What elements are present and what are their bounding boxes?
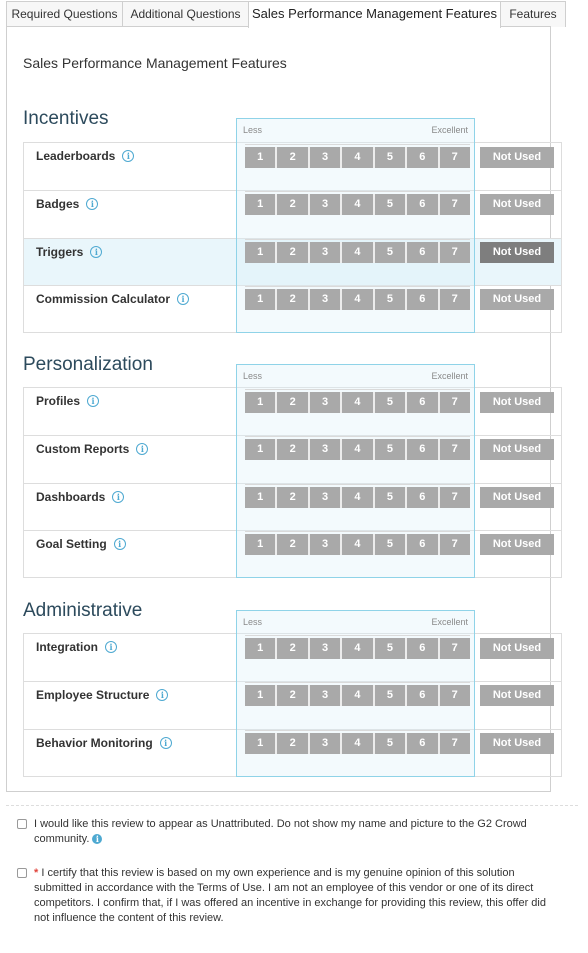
rating-button-1[interactable]: 1 xyxy=(245,242,277,263)
rating-scale-integration xyxy=(245,638,470,659)
rating-button-6[interactable]: 6 xyxy=(407,147,439,168)
rating-button-5[interactable]: 5 xyxy=(375,638,407,659)
rating-button-4[interactable]: 4 xyxy=(342,534,374,555)
rating-scale-dashboards xyxy=(245,487,470,508)
not-used-button[interactable]: Not Used xyxy=(480,242,554,263)
not-used-button[interactable]: Not Used xyxy=(480,534,554,555)
tab-features[interactable]: Features xyxy=(500,1,566,27)
rating-button-1[interactable]: 1 xyxy=(245,685,277,706)
rating-button-2[interactable]: 2 xyxy=(277,147,309,168)
scale-high-label: Excellent xyxy=(431,125,468,135)
feature-label xyxy=(36,688,168,702)
rating-button-2[interactable]: 2 xyxy=(277,242,309,263)
rating-button-6[interactable]: 6 xyxy=(407,534,439,555)
section-title: Incentives xyxy=(23,108,109,129)
rating-button-7[interactable]: 7 xyxy=(440,289,470,310)
not-used-button[interactable]: Not Used xyxy=(480,147,554,168)
info-icon[interactable]: i xyxy=(87,395,99,407)
certify-checkbox[interactable] xyxy=(17,868,27,878)
scale-high-label: Excellent xyxy=(431,371,468,381)
rating-button-1[interactable]: 1 xyxy=(245,289,277,310)
rating-button-3[interactable]: 3 xyxy=(310,242,342,263)
feature-name: Commission Calculator xyxy=(36,291,171,306)
rating-button-7[interactable]: 7 xyxy=(440,392,470,413)
scale-high-label: Excellent xyxy=(431,617,468,627)
not-used-button[interactable]: Not Used xyxy=(480,289,554,310)
rating-button-2[interactable]: 2 xyxy=(277,392,309,413)
rating-button-4[interactable]: 4 xyxy=(342,147,374,168)
rating-button-2[interactable]: 2 xyxy=(277,194,309,215)
rating-button-7[interactable]: 7 xyxy=(440,487,470,508)
rating-scale-triggers xyxy=(245,242,470,263)
scale-line xyxy=(245,286,470,287)
rating-button-7[interactable]: 7 xyxy=(440,685,470,706)
info-icon[interactable]: i xyxy=(105,641,117,653)
feature-name: Badges xyxy=(36,197,80,212)
info-icon[interactable]: i xyxy=(114,538,126,550)
section-title: Administrative xyxy=(23,600,143,621)
rating-button-3[interactable]: 3 xyxy=(310,147,342,168)
tab-bar xyxy=(6,0,579,27)
info-icon[interactable]: i xyxy=(86,198,98,210)
feature-name: Profiles xyxy=(36,394,81,408)
rating-button-3[interactable]: 3 xyxy=(310,439,342,460)
feature-name: Leaderboards xyxy=(36,149,116,163)
tab-sales-performance-management-features[interactable]: Sales Performance Management Features xyxy=(248,1,501,28)
required-asterisk: * xyxy=(34,867,39,879)
unattributed-checkbox[interactable] xyxy=(17,819,27,829)
rating-scale-commission-calculator xyxy=(245,289,470,310)
rating-scale-custom-reports xyxy=(245,439,470,460)
rating-button-5[interactable]: 5 xyxy=(375,733,407,754)
feature-label xyxy=(36,394,99,408)
rating-button-1[interactable]: 1 xyxy=(245,147,277,168)
feature-label xyxy=(36,442,148,456)
rating-button-2[interactable]: 2 xyxy=(277,487,309,508)
rating-button-5[interactable]: 5 xyxy=(375,242,407,263)
rating-scale-employee-structure xyxy=(245,685,470,706)
rating-button-7[interactable]: 7 xyxy=(440,534,470,555)
rating-scale-goal-setting xyxy=(245,534,470,555)
rating-button-2[interactable]: 2 xyxy=(277,439,309,460)
not-used-button[interactable]: Not Used xyxy=(480,439,554,460)
rating-button-5[interactable]: 5 xyxy=(375,685,407,706)
scale-line xyxy=(245,531,470,532)
feature-name: Integration xyxy=(36,640,98,654)
feature-label xyxy=(36,736,172,750)
rating-button-1[interactable]: 1 xyxy=(245,534,277,555)
rating-button-4[interactable]: 4 xyxy=(342,439,374,460)
rating-button-6[interactable]: 6 xyxy=(407,242,439,263)
tab-additional-questions[interactable]: Additional Questions xyxy=(122,1,249,27)
rating-button-7[interactable]: 7 xyxy=(440,638,470,659)
rating-button-6[interactable]: 6 xyxy=(407,638,439,659)
scale-low-label: Less xyxy=(243,125,263,135)
scale-line xyxy=(245,239,470,240)
rating-button-1[interactable]: 1 xyxy=(245,392,277,413)
feature-name: Employee Structure xyxy=(36,688,150,703)
scale-line xyxy=(245,682,470,683)
rating-button-1[interactable]: 1 xyxy=(245,194,277,215)
rating-button-3[interactable]: 3 xyxy=(310,487,342,508)
not-used-button[interactable]: Not Used xyxy=(480,194,554,215)
rating-button-5[interactable]: 5 xyxy=(375,439,407,460)
rating-button-6[interactable]: 6 xyxy=(407,289,439,310)
rating-button-4[interactable]: 4 xyxy=(342,392,374,413)
rating-button-4[interactable]: 4 xyxy=(342,685,374,706)
scale-line xyxy=(245,484,470,485)
rating-scale-behavior-monitoring xyxy=(245,733,470,754)
divider xyxy=(6,805,578,806)
feature-label xyxy=(36,292,189,306)
unattributed-text: I would like this review to appear as Unattributed. Do not show my name and picture to the G2 Crowd community. xyxy=(34,818,527,845)
rating-button-4[interactable]: 4 xyxy=(342,194,374,215)
scale-low-label: Less xyxy=(243,371,263,381)
rating-button-7[interactable]: 7 xyxy=(440,147,470,168)
rating-button-7[interactable]: 7 xyxy=(440,194,470,215)
feature-label xyxy=(36,537,126,551)
rating-button-6[interactable]: 6 xyxy=(407,439,439,460)
rating-button-7[interactable]: 7 xyxy=(440,439,470,460)
rating-button-6[interactable]: 6 xyxy=(407,685,439,706)
scale-line xyxy=(245,191,470,192)
rating-button-3[interactable]: 3 xyxy=(310,194,342,215)
info-icon[interactable]: i xyxy=(156,689,168,701)
rating-button-1[interactable]: 1 xyxy=(245,487,277,508)
rating-button-1[interactable]: 1 xyxy=(245,439,277,460)
certify-text: I certify that this review is based on my own experience and is my genuine opinion of this solution submitted in accordance with the Terms of Use. I am not an employee of this vendor or one of its direct competitors. I confirm that, if I was offered an incentive in exchange for providing this review, this offer did not influence the content of this review. xyxy=(34,867,546,924)
not-used-button[interactable]: Not Used xyxy=(480,733,554,754)
rating-button-5[interactable]: 5 xyxy=(375,194,407,215)
rating-button-3[interactable]: 3 xyxy=(310,392,342,413)
not-used-button[interactable]: Not Used xyxy=(480,638,554,659)
scale-line xyxy=(245,144,470,145)
rating-button-2[interactable]: 2 xyxy=(277,638,309,659)
feature-name: Goal Setting xyxy=(36,536,107,551)
rating-button-3[interactable]: 3 xyxy=(310,638,342,659)
info-icon[interactable]: i xyxy=(177,293,189,305)
info-icon[interactable]: i xyxy=(160,737,172,749)
rating-button-7[interactable]: 7 xyxy=(440,733,470,754)
info-icon[interactable]: i xyxy=(90,246,102,258)
panel-title: Sales Performance Management Features xyxy=(23,55,287,71)
feature-label xyxy=(36,197,98,211)
certify-label xyxy=(34,866,564,926)
rating-button-2[interactable]: 2 xyxy=(277,685,309,706)
feature-name: Triggers xyxy=(36,244,84,259)
scale-line xyxy=(245,730,470,731)
rating-button-6[interactable]: 6 xyxy=(407,392,439,413)
rating-button-5[interactable]: 5 xyxy=(375,289,407,310)
rating-button-7[interactable]: 7 xyxy=(440,242,470,263)
tab-required-questions[interactable]: Required Questions xyxy=(6,1,123,27)
rating-button-4[interactable]: 4 xyxy=(342,733,374,754)
not-used-button[interactable]: Not Used xyxy=(480,392,554,413)
rating-scale-leaderboards xyxy=(245,147,470,168)
feature-name: Dashboards xyxy=(36,489,106,504)
scale-line xyxy=(245,635,470,636)
rating-button-3[interactable]: 3 xyxy=(310,733,342,754)
rating-scale-profiles xyxy=(245,392,470,413)
not-used-button[interactable]: Not Used xyxy=(480,487,554,508)
scale-line xyxy=(245,436,470,437)
scale-line xyxy=(245,389,470,390)
info-icon[interactable]: i xyxy=(136,443,148,455)
rating-button-4[interactable]: 4 xyxy=(342,487,374,508)
rating-button-2[interactable]: 2 xyxy=(277,534,309,555)
not-used-button[interactable]: Not Used xyxy=(480,685,554,706)
feature-label xyxy=(36,149,134,163)
rating-button-5[interactable]: 5 xyxy=(375,392,407,413)
feature-name: Custom Reports xyxy=(36,442,130,457)
rating-button-4[interactable]: 4 xyxy=(342,242,374,263)
section-title: Personalization xyxy=(23,354,153,375)
rating-scale-badges xyxy=(245,194,470,215)
rating-button-4[interactable]: 4 xyxy=(342,638,374,659)
rating-button-5[interactable]: 5 xyxy=(375,534,407,555)
feature-name: Behavior Monitoring xyxy=(36,735,153,750)
scale-low-label: Less xyxy=(243,617,263,627)
rating-button-5[interactable]: 5 xyxy=(375,147,407,168)
rating-button-3[interactable]: 3 xyxy=(310,534,342,555)
rating-button-2[interactable]: 2 xyxy=(277,733,309,754)
rating-button-2[interactable]: 2 xyxy=(277,289,309,310)
rating-button-3[interactable]: 3 xyxy=(310,685,342,706)
rating-button-1[interactable]: 1 xyxy=(245,733,277,754)
info-icon[interactable]: i xyxy=(112,491,124,503)
info-icon[interactable]: i xyxy=(92,834,102,844)
feature-label xyxy=(36,640,117,654)
rating-button-6[interactable]: 6 xyxy=(407,733,439,754)
rating-button-3[interactable]: 3 xyxy=(310,289,342,310)
unattributed-label xyxy=(34,817,564,847)
rating-button-6[interactable]: 6 xyxy=(407,487,439,508)
rating-button-4[interactable]: 4 xyxy=(342,289,374,310)
rating-button-5[interactable]: 5 xyxy=(375,487,407,508)
rating-button-1[interactable]: 1 xyxy=(245,638,277,659)
feature-label xyxy=(36,490,124,504)
info-icon[interactable]: i xyxy=(122,150,134,162)
rating-button-6[interactable]: 6 xyxy=(407,194,439,215)
feature-label xyxy=(36,245,102,259)
